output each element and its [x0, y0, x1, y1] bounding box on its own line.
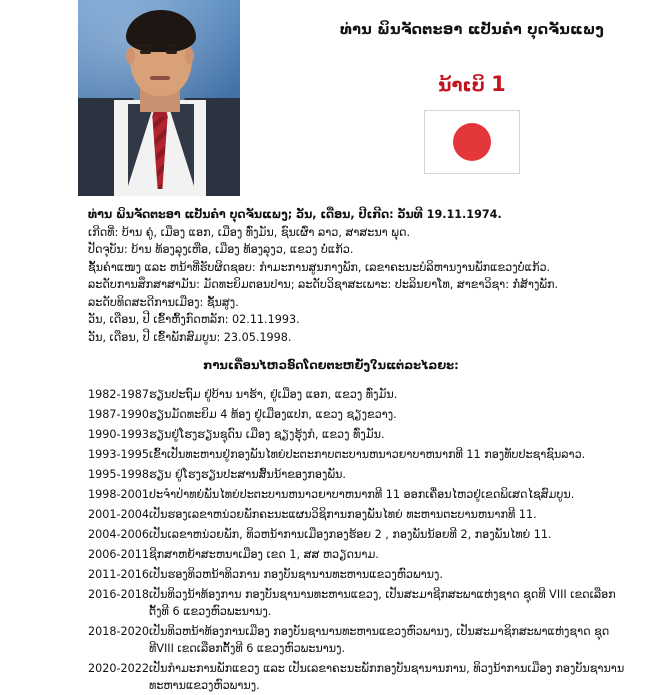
- career-years: 1998-2001: [88, 487, 149, 501]
- bio-line: ຊັ້ນຄຳແໜງ ແລະ ຫນ້າທີ່ຮັບຜິດຊອບ: ກຳມະການສູນກາງພັກ, ເລຂາຄະນະບໍລິຫານງານພັກແຂວງບໍ່ແກ້ວ.: [88, 260, 551, 274]
- career-years: 2011-2016: [88, 567, 149, 581]
- career-years: 1993-1995: [88, 447, 149, 461]
- eyebrow-right-shape: [164, 44, 178, 47]
- career-years: 1990-1993: [88, 427, 149, 441]
- eyebrow-left-shape: [138, 44, 152, 47]
- mouth-shape: [150, 76, 170, 80]
- career-years: 2006-2011: [88, 547, 149, 561]
- table-row: [0, 444, 662, 464]
- page-title: ທ່ານ ພິນຈັດຕະອາ ແປັນຄຳ ບຸດຈັນແພງ: [340, 22, 604, 38]
- flag-red-disc: [453, 123, 491, 161]
- table-row: [0, 524, 662, 544]
- profile-header: [0, 0, 662, 196]
- career-desc: ເປັນທິວຫນ້າທ້ອງການເມືອງ ກອງບັນຊານານທະຫານແຂວງຫົວພານງ, ເປັນສະມາຊິກສະພາແຫ່ງຊາດ ຊຸດທີVIII ເຂດເລືອກຕັ້ງທີ 6 ແຂວງຫົວພະນານງ.: [148, 624, 610, 655]
- bio-line: ປັດຈຸບັນ: ບ້ານ ທ້ອງລຸງເຫືອ, ເມືອງ ທ້ອງລຸງວ, ແຂວງ ບໍ່ແກ້ວ.: [88, 243, 354, 256]
- career-desc: ຮຽນປະຖົມ ຢູ່ບ້ານ ນາຮ້າ, ຢູ່ເມືອງ ແອກ, ແຂວງ ທົ່ງມັນ.: [148, 387, 398, 401]
- career-section-heading: ການເຄື່ອນໄຫວອົດໂດຍຕະຫຍັ່ງໃນແຕ່ລະໄລຍະ:: [203, 358, 459, 372]
- table-row: [0, 424, 662, 444]
- table-row: [0, 484, 662, 504]
- bio-line: ລະດັບການສຶກສາສາມັນ: ມັດທະຍິມຕອນປານ; ລະດັບວິຊາສະເພາະ: ປະລິນຍາໂທ, ສາຂາວິຊາ: ກໍ່ສ້າງພັກ.: [88, 278, 559, 291]
- bio-line: ລະດັບທິດສະດີການເມືອງ: ຊັ້ນສູງ.: [88, 295, 239, 309]
- career-desc: ເປັນຮອງເລຂາຫນ່ວຍພັກຄະນະແຜນວິຊິການກອງພັນໄທຍ່ ທະຫານຕະບານຫນາກທີ 11.: [148, 507, 537, 521]
- table-row: [0, 658, 662, 695]
- header-right-column: [240, 0, 662, 174]
- eye-right-shape: [166, 50, 177, 54]
- table-row: [0, 584, 662, 621]
- career-years: 1987-1990: [88, 407, 149, 421]
- career-years: 2001-2004: [88, 507, 149, 521]
- portrait-photo-wrap: [78, 0, 240, 196]
- career-desc: ເຂົ້າເປັນທະຫານຢູ່ກອງພັນໄທຍ່ປະຕະກາບຕະບານຫນາວຍາບາຫນາກທີ 11 ກອງທັບປະຊາຊົນລາວ.: [148, 447, 586, 461]
- table-row: [0, 564, 662, 584]
- career-years: 2020-2022: [88, 661, 149, 675]
- career-years: 2016-2018: [88, 587, 149, 601]
- rank-line: [282, 72, 662, 96]
- career-desc: ເປັນທິວງນ້າທ້ອງການ ກອງບັນຊານານທະຫານແຂວງ, ເປັນສະມາຊີກສະພາແຫ່ງຊາດ ຊຸດທີ VIII ເຂດເລືອກຕັ້ງທີ 6 ແຂວງຫົວພະນານງ.: [148, 587, 616, 618]
- career-desc: ຮຽນມັດທະຍິມ 4 ທ້ອງ ຢູ່ເມືອງແປກ, ແຂວງ ຊຽງຂວາງ.: [148, 407, 397, 421]
- japan-flag-icon: [424, 110, 520, 174]
- career-years: 1982-1987: [88, 387, 149, 401]
- rank-number: 1: [491, 72, 506, 96]
- career-years: 2018-2020: [88, 624, 149, 638]
- career-table: [0, 384, 662, 695]
- table-row: [0, 384, 662, 404]
- career-desc: ເປັນເລຂາຫນ່ວຍພັກ, ທິວຫນ້າການເມືອງກອງຮ້ອຍ 2 , ກອງພັນນ້ອຍທີ 2, ກອງພັນໄທຍ່ 11.: [148, 527, 552, 541]
- career-desc: ເປັນກຳມະການພັກແຂວງ ແລະ ເປັນເລຂາຄະນະພັກກອງບັນຊານານການ, ທິວງນ້າການເມືອງ ກອງບັນຊານານທະຫານແຂວງຫົວພານງ.: [148, 661, 625, 692]
- career-desc: ເປັນຮອງທິວຫນ້າທິວການ ກອງບັນຊານານທະຫານແຂວງຫົວພານງ.: [148, 567, 443, 581]
- career-years: 2004-2006: [88, 527, 149, 541]
- bio-line: ວັນ, ເດືອນ, ປີ ເຂົ້າຫົ້ງກົດຫລັກ: 02.11.1993.: [88, 313, 300, 326]
- career-desc: ຮຽນ ຢູ່ໂຮງຮຽນປະສານສົ້ນນ້າຂອງກອງພັນ.: [148, 467, 346, 481]
- bio-line: ທ່ານ ພິນຈັດຕະອາ ແປັນຄຳ ບຸດຈັນແພງ; ວັນ, ເດືອນ, ປີເກີດ: ວັນທີ 19.11.1974.: [88, 208, 502, 221]
- lapel-right-icon: [168, 104, 194, 186]
- portrait-photo: [78, 0, 240, 196]
- career-desc: ປະຈຳປ່າທຍ່ພັນໄທຍ່ປະຕະບານຫນາວຍາບາຫນາກທີ 11 ອອກເຄື່ອນໄຫວຢູ່ເຂດພິເສດໄຊສົມບູນ.: [148, 487, 575, 501]
- career-desc: ຮຽນຢູ່ໂຮງຮຽນຊຸດົນ ເມືອງ ຊຽງຮຸ້ງກໍ, ແຂວງ ທົ່ງມັນ.: [148, 427, 385, 441]
- lapel-left-icon: [128, 104, 154, 186]
- biography-block: [0, 206, 662, 346]
- bio-line: ວັນ, ເດືອນ, ປີ ເຂົ້າພັກສົມບູນ: 23.05.1998.: [88, 330, 292, 344]
- ear-right-shape: [185, 48, 194, 64]
- table-row: [0, 504, 662, 524]
- table-row: [0, 621, 662, 658]
- career-years: 1995-1998: [88, 467, 149, 481]
- ear-left-shape: [126, 48, 135, 64]
- table-row: [0, 464, 662, 484]
- table-row: [0, 404, 662, 424]
- eye-left-shape: [140, 50, 151, 54]
- rank-label: ນ້າເບິ: [438, 75, 485, 96]
- career-desc: ຊີກສາຫຍ້າສະຫນາເມືອງ ເຂດ 1, ສສ ຫວຽດນາມ.: [148, 547, 379, 561]
- table-row: [0, 544, 662, 564]
- bio-line: ເກີດທີ່: ບ້ານ ຄູ່, ເມືອງ ແອກ, ເມືອງ ທົ່ງມັນ, ຊົນເຜົ່າ ລາວ, ສາສະນາ ພຸດ.: [88, 225, 410, 239]
